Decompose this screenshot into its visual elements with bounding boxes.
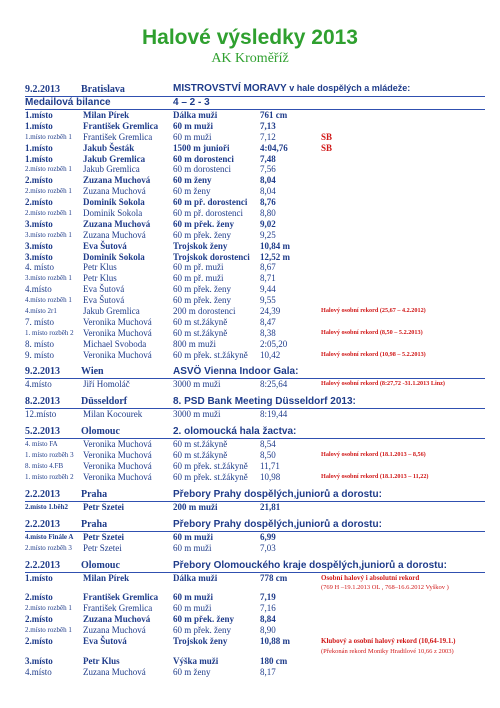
section-city: Praha [81, 518, 108, 530]
result-value: 9,44 [260, 284, 276, 295]
section-date: 5.2.2013 [25, 426, 60, 438]
result-place: 2.místo [25, 197, 53, 208]
discipline: 60 m ženy [173, 666, 211, 677]
result-row [25, 262, 485, 273]
result-value: 8:19,44 [260, 409, 288, 420]
result-value: 2:05,20 [260, 338, 288, 349]
discipline: 60 m př. muži [173, 262, 224, 273]
result-row [25, 614, 485, 625]
result-place: 7. místo [25, 316, 55, 327]
result-place: 8. místo 4.FB [25, 462, 64, 471]
athlete-name: Jakub Gremlica [83, 164, 140, 175]
discipline: 200 m dorostenci [173, 306, 236, 317]
result-note-row [25, 583, 485, 592]
result-value: 10,42 [260, 349, 281, 360]
result-row [25, 328, 485, 339]
athlete-name: Zuzana Muchová [83, 186, 146, 197]
result-row [25, 154, 485, 165]
result-place: 4.místo Finále A [25, 532, 74, 541]
section-city: Wien [81, 366, 104, 378]
athlete-name: Milan Kocourek [83, 409, 143, 420]
result-place: 1.místo [25, 120, 53, 131]
result-place: 2.místo rozběh 3 [25, 543, 72, 552]
athlete-name: Veronika Muchová [83, 450, 152, 461]
medal-balance-label: Medailová bilance [25, 97, 111, 108]
result-row [25, 306, 485, 317]
athlete-name: Milan Pírek [83, 110, 130, 120]
result-value: 9,55 [260, 295, 276, 306]
result-value: 8,80 [260, 208, 276, 219]
result-note: SB [321, 131, 333, 142]
discipline: 60 m př. dorostenci [173, 208, 243, 219]
result-place: 4.místo [25, 284, 52, 295]
discipline: 60 m dorostenci [173, 153, 234, 164]
athlete-name: Eva Šutová [83, 284, 125, 295]
result-value: 8,17 [260, 666, 276, 677]
result-value: 21,81 [260, 501, 281, 512]
discipline: 60 m muži [173, 542, 212, 553]
result-place: 8. místo [25, 338, 55, 349]
result-value: 4:04,76 [260, 142, 288, 153]
result-row [25, 143, 485, 154]
result-place: 12.místo [25, 409, 57, 420]
result-place: 1.místo [25, 110, 53, 120]
result-note-detail: (769 H –19.1.2013 OL , 768–16.6.2012 Vyškov ) [321, 584, 449, 592]
result-note: Klubový a osobní halový rekord (10,64-19.1.) [321, 636, 456, 645]
section-header [25, 560, 485, 573]
section-event-main: 2. olomoucká hala žactva: [173, 426, 297, 438]
result-note: Halový osobní rekord (18.1.2013 – 11,22) [321, 472, 429, 480]
result-note-row [25, 647, 485, 656]
discipline: 60 m přek. st.žákyně [173, 349, 248, 360]
section-event [173, 489, 382, 501]
athlete-name: Michael Svoboda [83, 338, 147, 349]
result-value: 10,84 m [260, 240, 290, 251]
result-place: 2.místo rozběh 1 [25, 626, 72, 635]
result-row [25, 110, 485, 121]
discipline: 60 m přek. ženy [173, 229, 231, 240]
result-note: Halový osobní rekord (18.1.2013 – 8,56) [321, 451, 426, 459]
result-value: 7,03 [260, 542, 276, 553]
result-row [25, 592, 485, 603]
result-value: 7,19 [260, 592, 276, 603]
athlete-name: Eva Šutová [83, 295, 125, 306]
result-row [25, 317, 485, 328]
result-row [25, 132, 485, 143]
section-city: Praha [81, 488, 108, 500]
discipline: Trojskok ženy [173, 635, 228, 646]
section-event-main: Přebory Prahy dospělých,juniorů a dorostu: [173, 518, 382, 530]
result-row [25, 625, 485, 636]
athlete-name: Veronika Muchová [83, 316, 152, 327]
section-date: 2.2.2013 [25, 488, 60, 500]
result-note: Osobní halový i absolutní rekord [321, 573, 420, 582]
discipline: 800 m muži [173, 338, 216, 349]
section-event [173, 519, 382, 531]
section-event-main: Přebory Olomouckého kraje dospělých,juniorů a dorostu: [173, 559, 447, 571]
result-value: 7,48 [260, 153, 276, 164]
result-place: 4.místo rozběh 1 [25, 296, 72, 305]
section-event [173, 396, 356, 408]
section-date: 2.2.2013 [25, 559, 60, 571]
result-value: 8,50 [260, 450, 276, 461]
discipline: 60 m přek. ženy [173, 614, 234, 625]
result-place: 9. místo [25, 349, 55, 360]
discipline: 60 m ženy [173, 186, 211, 197]
result-place: 2.místo [25, 175, 53, 186]
athlete-name: Milan Pírek [83, 572, 130, 583]
result-row [25, 439, 485, 450]
result-row [25, 219, 485, 230]
result-value: 10,98 [260, 471, 281, 482]
discipline: 3000 m muži [173, 379, 221, 390]
result-place: 2.místo 1.běh2 [25, 502, 68, 511]
athlete-name: Eva Šutová [83, 240, 127, 251]
section-header [25, 489, 485, 502]
result-place: 4.místo 2r1 [25, 307, 57, 316]
result-value: 8,67 [260, 262, 276, 273]
section-event-main: ASVÖ Vienna Indoor Gala: [173, 366, 299, 378]
section-header [25, 426, 485, 439]
section-city: Bratislava [81, 84, 125, 95]
result-row [25, 472, 485, 483]
athlete-name: Zuzana Muchová [83, 614, 151, 625]
athlete-name: František Gremlica [83, 120, 159, 131]
athlete-name: Veronika Muchová [83, 471, 152, 482]
discipline: 60 m přek. ženy [173, 295, 231, 306]
section-city: Olomouc [81, 426, 120, 438]
result-place: 4. místo [25, 262, 55, 273]
result-place: 3.místo [25, 218, 53, 229]
athlete-name: Zuzana Muchová [83, 229, 146, 240]
result-row [25, 573, 485, 584]
result-row [25, 603, 485, 614]
result-row [25, 273, 485, 284]
section-event-main: 8. PSD Bank Meeting Düsseldorf 2013: [173, 396, 356, 408]
section-header [25, 366, 485, 379]
result-place: 2.místo rozběh 1 [25, 604, 72, 613]
section-event-main: Přebory Prahy dospělých,juniorů a dorostu: [173, 488, 382, 500]
result-value: 12,52 m [260, 251, 290, 262]
section-date: 2.2.2013 [25, 518, 60, 530]
result-value: 8,71 [260, 273, 276, 284]
athlete-name: Petr Szetei [83, 531, 125, 542]
result-value: 7,13 [260, 120, 276, 131]
athlete-name: Jakub Šesták [83, 142, 135, 153]
result-value: 8,54 [260, 439, 276, 450]
result-value: 24,39 [260, 306, 281, 317]
result-row [25, 175, 485, 186]
section-city: Düsseldorf [81, 396, 128, 408]
result-place: 3.místo [25, 240, 53, 251]
result-note: SB [321, 142, 333, 153]
result-row [25, 636, 485, 647]
discipline: 60 m muži [173, 120, 213, 131]
result-value: 11,71 [260, 461, 280, 472]
result-place: 2.místo rozběh 1 [25, 187, 72, 196]
result-row [25, 284, 485, 295]
discipline: Trojskok dorostenci [173, 251, 250, 262]
result-row [25, 164, 485, 175]
result-row [25, 450, 485, 461]
athlete-name: Veronika Muchová [83, 327, 152, 338]
result-row [25, 186, 485, 197]
discipline: 60 m muži [173, 603, 212, 614]
result-value: 8,90 [260, 625, 276, 636]
athlete-name: Zuzana Muchová [83, 175, 151, 186]
result-place: 4.místo [25, 666, 52, 677]
result-note: Halový osobní rekord (25,67 – 4.2.2012) [321, 307, 426, 315]
result-value: 8,04 [260, 186, 276, 197]
result-value: 10,88 m [260, 635, 290, 646]
section-date: 8.2.2013 [25, 396, 60, 408]
page-title: Halové výsledky 2013 [142, 26, 358, 49]
discipline: 60 m přek. st.žákyně [173, 461, 248, 472]
section-event-main: MISTROVSTVÍ MORAVY [173, 83, 287, 94]
athlete-name: Petr Szetei [83, 501, 125, 512]
result-place: 2.místo [25, 614, 53, 625]
result-place: 3.místo [25, 655, 53, 666]
result-place: 4. místo FA [25, 440, 58, 449]
athlete-name: František Gremlica [83, 592, 159, 603]
section-date: 9.2.2013 [25, 84, 60, 95]
result-note-detail: (Překonán rekord Moniky Hradilové 10,66 z 2003) [321, 647, 454, 655]
discipline: 60 m př. muži [173, 273, 224, 284]
discipline: 60 m př. dorostenci [173, 197, 248, 208]
result-place: 3.místo rozběh 1 [25, 230, 72, 239]
result-note: Halový osobní rekord (8:27,72 -31.1.2013 Linz) [321, 380, 445, 388]
section-date: 9.2.2013 [25, 366, 60, 378]
result-value: 7,16 [260, 603, 276, 614]
result-place: 3.místo [25, 251, 53, 262]
result-row [25, 339, 485, 350]
athlete-name: Petr Szetei [83, 542, 122, 553]
discipline: Trojskok ženy [173, 240, 228, 251]
result-row [25, 461, 485, 472]
athlete-name: Petr Klus [83, 262, 117, 273]
discipline: Výška muži [173, 655, 219, 666]
result-value: 761 cm [260, 110, 288, 120]
result-row [25, 350, 485, 361]
discipline: 60 m muži [173, 131, 212, 142]
result-note: Halový osobní rekord (8,50 – 5.2.2013) [321, 328, 423, 336]
result-value: 180 cm [260, 655, 288, 666]
result-row [25, 667, 485, 678]
result-value: 778 cm [260, 572, 288, 583]
result-value: 9,25 [260, 229, 276, 240]
athlete-name: Zuzana Muchová [83, 666, 146, 677]
result-place: 1.místo [25, 153, 53, 164]
athlete-name: Eva Šutová [83, 635, 127, 646]
discipline: 60 m dorostenci [173, 164, 231, 175]
section-header [25, 84, 485, 97]
section-city: Olomouc [81, 559, 120, 571]
section-event [173, 81, 410, 95]
athlete-name: Dominik Sokola [83, 208, 143, 219]
result-place: 1.místo rozběh 1 [25, 132, 72, 141]
result-place: 2.místo [25, 635, 53, 646]
result-place: 3.místo rozběh 1 [25, 274, 72, 283]
athlete-name: Jakub Gremlica [83, 153, 146, 164]
section-header [25, 519, 485, 532]
discipline: 60 m přek. st.žákyně [173, 471, 248, 482]
discipline: 60 m ženy [173, 175, 212, 186]
discipline: Dálka muži [173, 572, 218, 583]
result-value: 8,84 [260, 614, 276, 625]
athlete-name: Jiří Homoláč [83, 379, 130, 390]
result-value: 8:25,64 [260, 379, 288, 390]
result-value: 9,02 [260, 218, 276, 229]
result-row [25, 295, 485, 306]
result-place: 1.místo [25, 142, 53, 153]
result-value: 7,56 [260, 164, 276, 175]
discipline: 3000 m muži [173, 409, 221, 420]
medal-balance [25, 97, 485, 110]
result-place: 1. místo rozběh 2 [25, 328, 74, 337]
discipline: 60 m přek. ženy [173, 625, 231, 636]
medal-balance-value: 4 – 2 - 3 [173, 97, 210, 108]
results-content [25, 84, 485, 678]
result-place: 1. místo rozběh 3 [25, 451, 74, 460]
discipline: 60 m přek. ženy [173, 284, 231, 295]
athlete-name: František Gremlica [83, 131, 153, 142]
result-row [25, 502, 485, 513]
athlete-name: Veronika Muchová [83, 439, 152, 450]
result-value: 8,47 [260, 316, 276, 327]
athlete-name: Dominik Sokola [83, 197, 145, 208]
result-row [25, 252, 485, 263]
result-row [25, 197, 485, 208]
section-event-rest: v hale dospělých a mládeže: [286, 83, 411, 93]
result-row [25, 121, 485, 132]
section-event [173, 366, 298, 378]
athlete-name: Veronika Muchová [83, 461, 152, 472]
result-row [25, 208, 485, 219]
athlete-name: Jakub Gremlica [83, 306, 140, 317]
result-place: 2.místo rozběh 1 [25, 165, 72, 174]
result-row [25, 230, 485, 241]
result-row [25, 532, 485, 543]
result-place: 2.místo [25, 592, 53, 603]
result-row [25, 241, 485, 252]
athlete-name: Petr Klus [83, 273, 117, 284]
discipline: 1500 m junioři [173, 142, 230, 153]
result-row [25, 656, 485, 667]
discipline: 200 m muži [173, 501, 218, 512]
section-event [173, 426, 296, 438]
discipline: 60 m muži [173, 531, 213, 542]
result-row [25, 409, 485, 420]
discipline: 60 m st.žákyně [173, 439, 228, 450]
athlete-name: Veronika Muchová [83, 349, 152, 360]
discipline: 60 m st.žákyně [173, 450, 228, 461]
discipline: 60 m přek. ženy [173, 218, 234, 229]
result-place: 1. místo rozběh 2 [25, 472, 74, 481]
athlete-name: Zuzana Muchová [83, 625, 146, 636]
athlete-name: Zuzana Muchová [83, 218, 151, 229]
result-value: 8,38 [260, 327, 276, 338]
result-value: 6,99 [260, 531, 276, 542]
discipline: Dálka muži [173, 110, 218, 120]
result-row [25, 379, 485, 390]
result-place: 1.místo [25, 572, 53, 583]
athlete-name: Petr Klus [83, 655, 120, 666]
result-value: 8,04 [260, 175, 276, 186]
result-value: 7,12 [260, 131, 276, 142]
discipline: 60 m st.žákyně [173, 316, 228, 327]
section-header [25, 396, 485, 409]
discipline: 60 m st.žákyně [173, 327, 228, 338]
result-value: 8,76 [260, 197, 276, 208]
discipline: 60 m muži [173, 592, 213, 603]
athlete-name: František Gremlica [83, 603, 153, 614]
result-row [25, 543, 485, 554]
athlete-name: Dominik Sokola [83, 251, 145, 262]
section-event [173, 560, 447, 572]
result-note: Halový osobní rekord (10,98 – 5.2.2013) [321, 350, 426, 358]
result-place: 4.místo [25, 379, 52, 390]
club-name: AK Kroměříž [211, 51, 289, 66]
result-place: 2.místo rozběh 1 [25, 209, 72, 218]
